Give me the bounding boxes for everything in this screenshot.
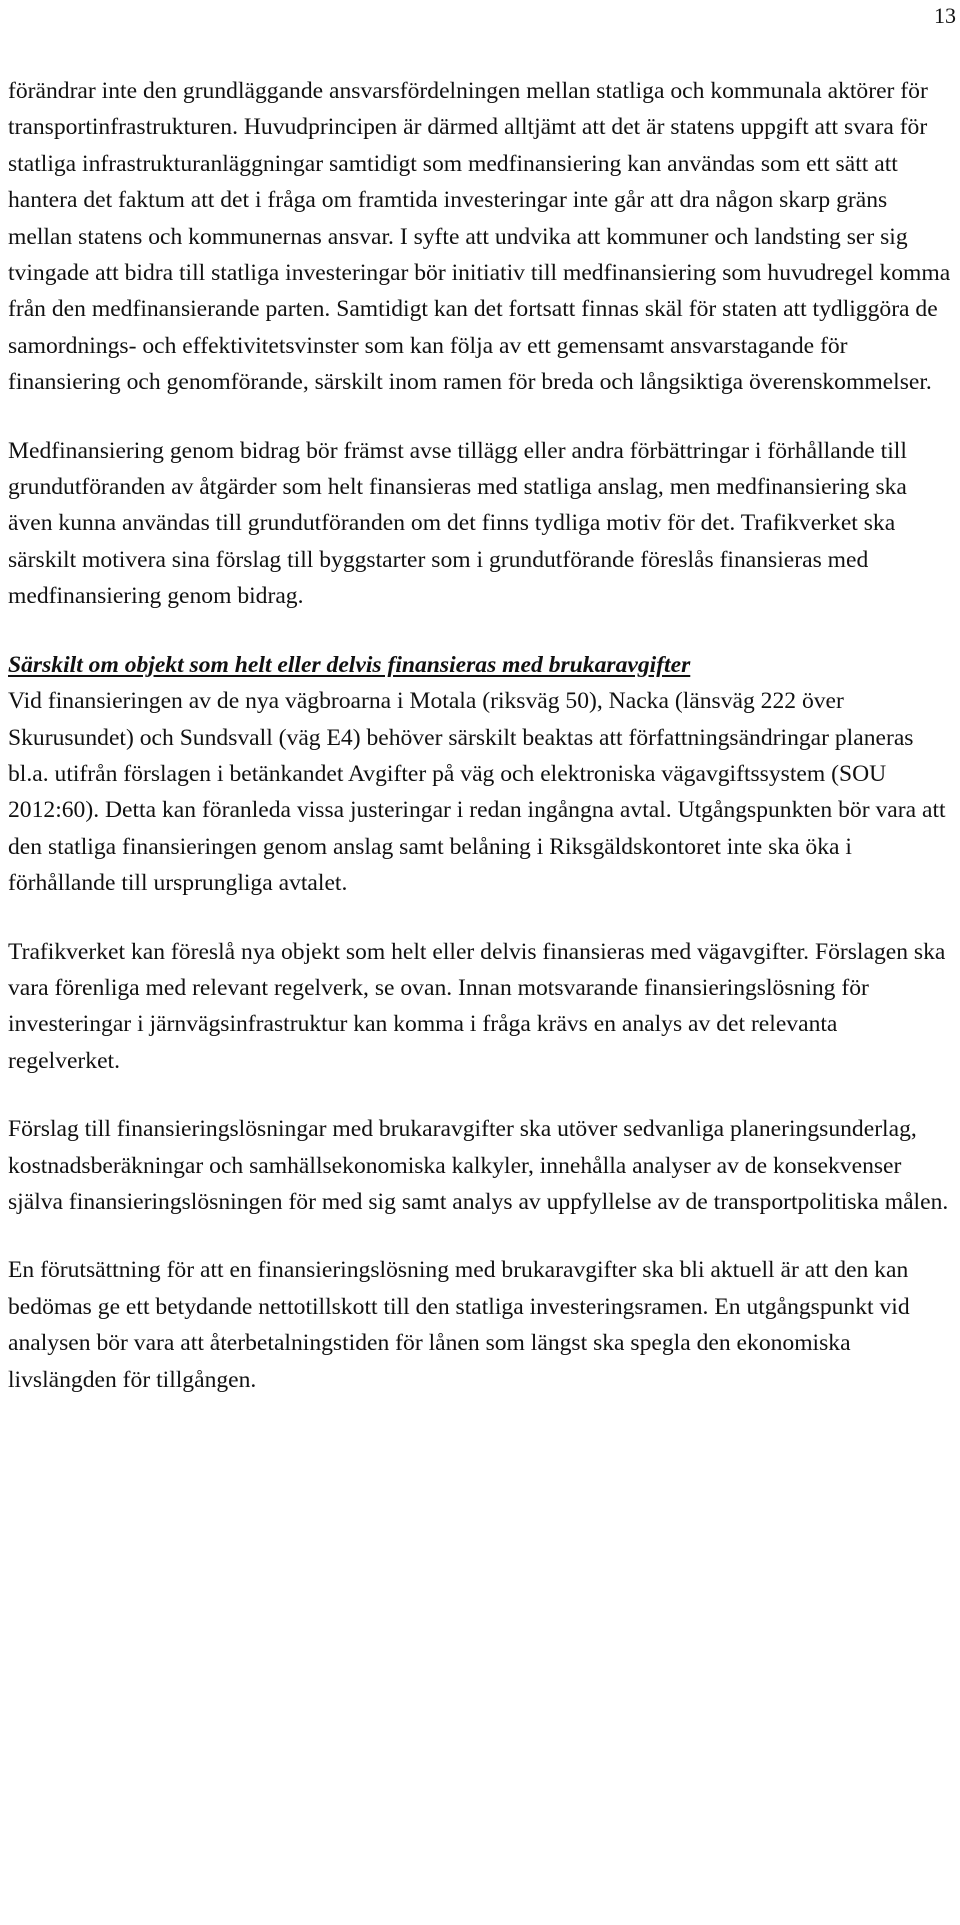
page-number: 13 [934, 3, 956, 28]
section-heading-user-fees: Särskilt om objekt som helt eller delvis finansieras med brukaravgifter [8, 651, 691, 678]
paragraph-net-contribution: En förutsättning för att en finansieringslösning med brukaravgifter ska bli aktuell är att den kan bedömas ge ett betydande nettotillskott till den statliga investeringsramen. En utgångspunkt vid analysen bör vara att återbetalningstiden för lånen som längst ska spegla den ekonomiska livslängden för tillgången. [8, 1257, 910, 1393]
paragraph-responsibility: förändrar inte den grundläggande ansvarsfördelningen mellan statliga och kommunala aktörer för transportinfrastrukturen. Huvudprincipen är därmed alltjämt att det är statens uppgift att svara för statliga infrastrukturanläggningar samtidigt som medfinansiering kan användas som ett sätt att hantera det faktum att det i fråga om framtida investeringar inte går att dra någon skarp gräns mellan statens och kommunernas ansvar. I syfte att undvika att kommuner och landsting ser sig tvingade att bidra till statliga investeringar bör initiativ till medfinansiering som huvudregel komma från den medfinansierande parten. Samtidigt kan det fortsatt finnas skäl för staten att tydliggöra de samordnings- och effektivitetsvinster som kan följa av ett gemensamt ansvarstagande för finansiering och genomförande, särskilt inom ramen för breda och långsiktiga överenskommelser. [8, 78, 951, 396]
paragraph-new-objects: Trafikverket kan föreslå nya objekt som helt eller delvis finansieras med vägavgifter. Förslagen ska vara förenliga med relevant regelverk, se ovan. Innan motsvarande finansieringslösning för investeringar i järnvägsinfrastruktur kan komma i fråga krävs en analys av det relevanta regelverket. [8, 938, 946, 1074]
paragraph-road-bridges: Vid finansieringen av de nya vägbroarna i Motala (riksväg 50), Nacka (länsväg 222 över Skurusundet) och Sundsvall (väg E4) behöver särskilt beaktas att författningsändringar planeras bl.a. utifrån förslagen i betänkandet Avgifter på väg och elektroniska vägavgiftssystem (SOU 2012:60). Detta kan föranleda vissa justeringar i redan ingångna avtal. Utgångspunkten bör vara att den statliga finansieringen genom anslag samt belåning i Riksgäldskontoret inte ska öka i förhållande till ursprungliga avtalet. [8, 688, 946, 897]
paragraph-cofinancing-contributions: Medfinansiering genom bidrag bör främst avse tillägg eller andra förbättringar i förhållande till grundutföranden av åtgärder som helt finansieras med statliga anslag, men medfinansiering ska även kunna användas till grundutföranden om det finns tydliga motiv för det. Trafikverket ska särskilt motivera sina förslag till byggstarter som i grundutförande föreslås finansieras med medfinansiering genom bidrag. [8, 437, 907, 610]
document-body [8, 73, 953, 1398]
paragraph-proposal-requirements: Förslag till finansieringslösningar med brukaravgifter ska utöver sedvanliga planeringsunderlag, kostnadsberäkningar och samhällsekonomiska kalkyler, innehålla analyser av de konsekvenser själva finansieringslösningen för med sig samt analys av uppfyllelse av de transportpolitiska målen. [8, 1116, 949, 1215]
